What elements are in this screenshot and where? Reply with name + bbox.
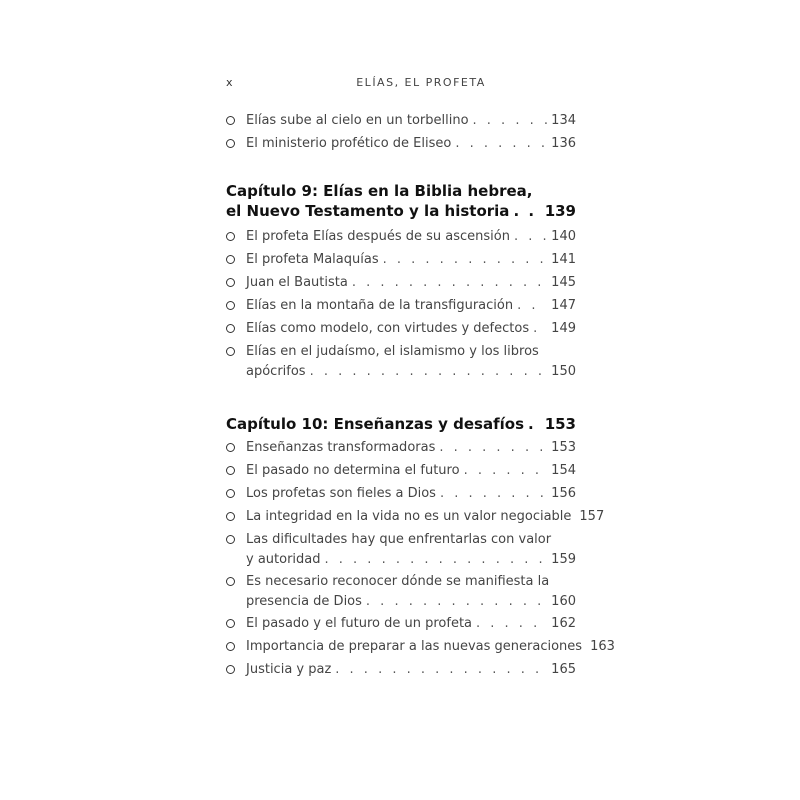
toc-entry — [226, 461, 576, 484]
chapter-title-line: Capítulo 9: Elías en la Biblia hebrea, — [226, 182, 533, 200]
dot-leader — [455, 134, 547, 154]
toc-entry-title: Elías en la montaña de la transfiguración — [246, 298, 514, 313]
dot-leader — [517, 296, 547, 316]
dot-leader — [439, 438, 547, 458]
toc-entry-title: Elías como modelo, con virtudes y defectos — [246, 321, 530, 336]
dot-leader — [325, 550, 548, 570]
dot-leader — [533, 319, 547, 339]
circle-bullet-icon — [226, 512, 235, 521]
chapter-page: 153 — [544, 415, 576, 433]
toc-entry-title: Enseñanzas transformadoras — [246, 440, 436, 455]
toc-entry-title: Elías en el judaísmo, el islamismo y los libros — [246, 344, 539, 359]
toc-entry-title: Es necesario reconocer dónde se manifiesta la — [246, 574, 550, 589]
dot-leader — [513, 201, 540, 221]
toc-entry — [226, 273, 576, 296]
toc-entry-title: Los profetas son fieles a Dios — [246, 486, 436, 501]
running-title: ELÍAS, EL PROFETA — [356, 76, 486, 89]
toc-entry-title: El pasado y el futuro de un profeta — [246, 616, 473, 631]
toc-entry-page: 145 — [551, 275, 576, 290]
circle-bullet-icon — [226, 443, 235, 452]
dot-leader — [476, 614, 547, 634]
circle-bullet-icon — [226, 642, 235, 651]
dot-leader — [473, 111, 548, 131]
circle-bullet-icon — [226, 301, 235, 310]
toc-entry-page: 154 — [551, 463, 576, 478]
page-header — [226, 76, 576, 92]
toc-entry-page: 134 — [551, 113, 576, 128]
toc-entry — [226, 572, 576, 614]
chapter-page: 139 — [544, 202, 576, 220]
toc-entry — [226, 530, 576, 572]
toc-entry-title-continued: apócrifos — [246, 364, 306, 379]
dot-leader — [383, 250, 548, 270]
table-of-contents — [226, 111, 615, 683]
toc-entry — [226, 319, 576, 342]
circle-bullet-icon — [226, 116, 235, 125]
toc-entry-page: 163 — [590, 639, 615, 654]
toc-entry-title: El profeta Malaquías — [246, 252, 379, 267]
toc-entry-page: 162 — [551, 616, 576, 631]
toc-entry-title-continued: y autoridad — [246, 552, 321, 567]
toc-entry — [226, 134, 576, 157]
toc-entry-title: Justicia y paz — [246, 662, 332, 677]
toc-entry — [226, 637, 615, 660]
dot-leader — [464, 461, 548, 481]
circle-bullet-icon — [226, 535, 235, 544]
toc-entry-page: 153 — [551, 440, 576, 455]
circle-bullet-icon — [226, 232, 235, 241]
toc-entry-title: El ministerio profético de Eliseo — [246, 136, 452, 151]
circle-bullet-icon — [226, 489, 235, 498]
toc-entry — [226, 111, 576, 134]
circle-bullet-icon — [226, 324, 235, 333]
dot-leader — [310, 362, 548, 382]
dot-leader — [352, 273, 547, 293]
toc-entry-page: 149 — [551, 321, 576, 336]
toc-entry-page: 136 — [551, 136, 576, 151]
toc-entry-page: 165 — [551, 662, 576, 677]
chapter-heading — [226, 414, 576, 438]
page-number: x — [226, 76, 233, 89]
circle-bullet-icon — [226, 466, 235, 475]
toc-entry-title: Elías sube al cielo en un torbellino — [246, 113, 469, 128]
chapter-title-line: Capítulo 10: Enseñanzas y desafíos — [226, 415, 524, 433]
toc-entry-page: 141 — [551, 252, 576, 267]
chapter-heading — [226, 181, 576, 227]
toc-entry-page: 140 — [551, 229, 576, 244]
circle-bullet-icon — [226, 577, 235, 586]
dot-leader — [440, 484, 547, 504]
circle-bullet-icon — [226, 665, 235, 674]
circle-bullet-icon — [226, 255, 235, 264]
toc-entry — [226, 296, 576, 319]
toc-entry-title: La integridad en la vida no es un valor negociable — [246, 509, 572, 524]
circle-bullet-icon — [226, 278, 235, 287]
circle-bullet-icon — [226, 139, 235, 148]
toc-entry-title: Importancia de preparar a las nuevas generaciones — [246, 639, 583, 654]
toc-entry — [226, 342, 576, 384]
toc-entry — [226, 438, 576, 461]
toc-entry-title-continued: presencia de Dios — [246, 594, 362, 609]
toc-entry-title: El pasado no determina el futuro — [246, 463, 460, 478]
dot-leader — [528, 414, 541, 434]
toc-entry-page: 160 — [551, 594, 576, 609]
toc-entry-page: 156 — [551, 486, 576, 501]
toc-entry — [226, 250, 576, 273]
toc-entry — [226, 660, 576, 683]
chapter-title-line: el Nuevo Testamento y la historia — [226, 202, 510, 220]
dot-leader — [514, 227, 547, 247]
circle-bullet-icon — [226, 347, 235, 356]
toc-entry-page: 157 — [579, 509, 605, 524]
toc-entry-page: 159 — [551, 552, 576, 567]
toc-entry — [226, 614, 576, 637]
circle-bullet-icon — [226, 619, 235, 628]
toc-entry-page: 150 — [551, 364, 576, 379]
toc-entry-title: El profeta Elías después de su ascensión — [246, 229, 510, 244]
toc-entry — [226, 507, 605, 530]
toc-entry-title: Las dificultades hay que enfrentarlas con valor — [246, 532, 552, 547]
toc-entry-title: Juan el Bautista — [246, 275, 348, 290]
toc-entry — [226, 484, 576, 507]
dot-leader — [366, 592, 547, 612]
toc-entry-page: 147 — [551, 298, 576, 313]
dot-leader — [335, 660, 547, 680]
toc-entry — [226, 227, 576, 250]
